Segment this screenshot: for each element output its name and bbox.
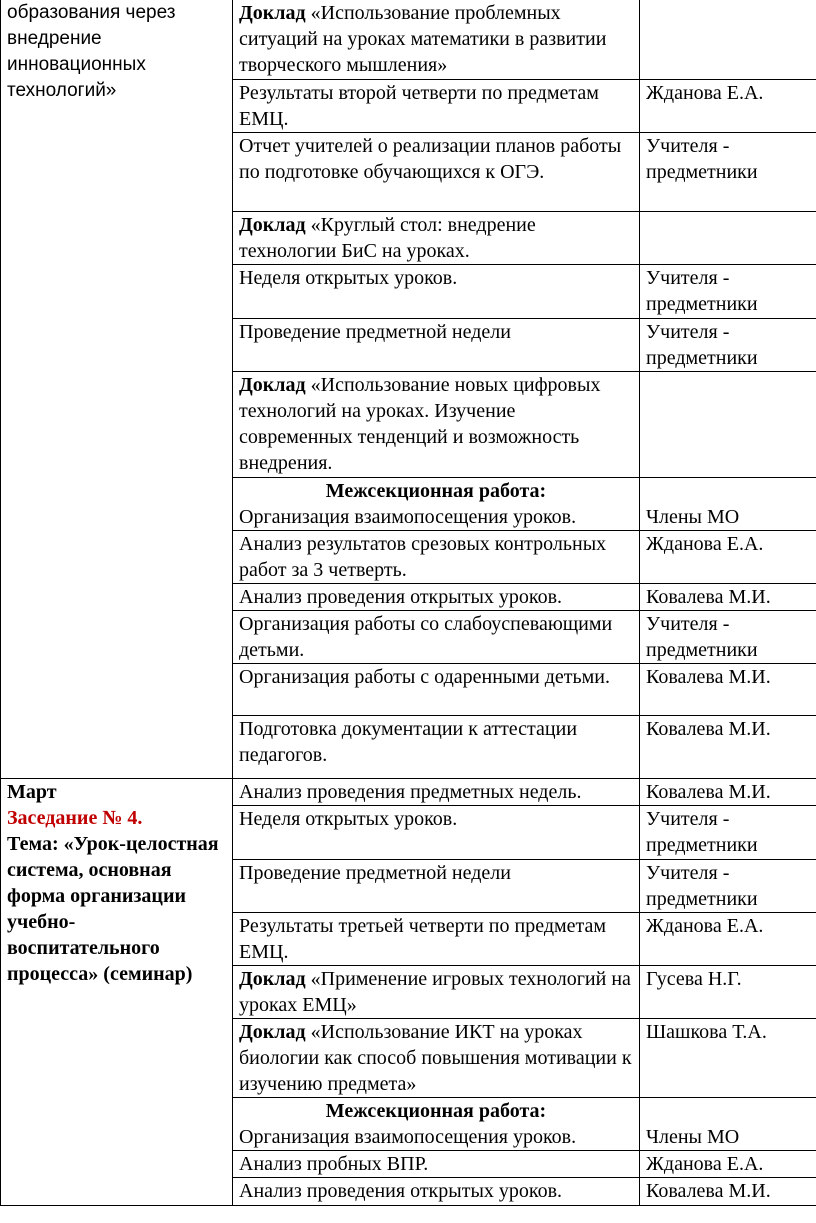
activity-cell <box>233 478 640 531</box>
report-label: Доклад <box>239 968 306 990</box>
activity-text: Анализ результатов срезовых контрольных работ за 3 четверть. <box>239 533 607 581</box>
activity-text: Подготовка документации к аттестации педагогов. <box>239 718 578 766</box>
activity-cell <box>233 319 640 372</box>
responsible-text: Жданова Е.А. <box>646 915 764 937</box>
responsible-cell <box>640 478 816 531</box>
activity-text: Проведение предметной недели <box>239 862 511 884</box>
activity-cell <box>233 779 640 806</box>
activity-cell <box>233 806 640 860</box>
responsible-cell <box>640 860 816 913</box>
activity-text: Организация работы со слабоуспевающими детьми. <box>239 613 613 661</box>
responsible-cell <box>640 913 816 966</box>
responsible-text: Ковалева М.И. <box>646 1180 771 1202</box>
responsible-cell <box>640 1019 816 1098</box>
activity-cell <box>233 913 640 966</box>
section-heading: Межсекционная работа: <box>325 1100 547 1122</box>
responsible-cell <box>640 0 816 80</box>
responsible-cell <box>640 779 816 806</box>
activity-cell <box>233 860 640 913</box>
activity-cell <box>233 1151 640 1178</box>
responsible-text: Учителя - предметники <box>646 808 758 856</box>
activity-cell <box>233 265 640 319</box>
activity-cell <box>233 212 640 265</box>
responsible-text: Члены МО <box>646 1126 740 1148</box>
responsible-text: Ковалева М.И. <box>646 781 771 803</box>
responsible-cell <box>640 584 816 611</box>
responsible-cell <box>640 265 816 319</box>
responsible-text: Шашкова Т.А. <box>646 1021 767 1043</box>
activity-cell <box>233 611 640 664</box>
theme-suffix: (семинар) <box>98 963 193 985</box>
meeting-label: Заседание № 4. <box>7 807 143 829</box>
responsible-cell <box>640 319 816 372</box>
activity-text: Организация взаимопосещения уроков. <box>239 1126 577 1148</box>
activity-text: Неделя открытых уроков. <box>239 267 458 289</box>
activity-text: Результаты второй четверти по предметам ЕМЦ. <box>239 82 599 130</box>
responsible-text: Учителя - предметники <box>646 862 758 910</box>
activity-text: «Круглый стол: внедрение технологии БиС на уроках. <box>239 214 536 262</box>
responsible-cell <box>640 212 816 265</box>
activity-text: «Применение игровых технологий на уроках ЕМЦ» <box>239 968 631 1016</box>
responsible-cell <box>640 716 816 779</box>
responsible-cell <box>640 664 816 716</box>
responsible-cell <box>640 806 816 860</box>
responsible-text: Ковалева М.И. <box>646 666 771 688</box>
activity-cell <box>233 584 640 611</box>
activity-text: Анализ проведения предметных недель. <box>239 781 582 803</box>
theme-text <box>7 831 226 987</box>
activity-text: «Использование ИКТ на уроках биологии как способ повышения мотивации к изучению предмета» <box>239 1021 632 1095</box>
activity-text: Результаты третьей четверти по предметам ЕМЦ. <box>239 915 607 963</box>
topic-text: образования через внедрение инновационных технологий» <box>7 2 176 101</box>
responsible-cell <box>640 80 816 133</box>
report-label: Доклад <box>239 374 306 396</box>
activity-text: Отчет учителей о реализации планов работы по подготовке обучающихся к ОГЭ. <box>239 135 622 183</box>
activity-cell <box>233 664 640 716</box>
responsible-text: Ковалева М.И. <box>646 586 771 608</box>
activity-cell <box>233 80 640 133</box>
activity-text: «Использование проблемных ситуаций на уроках математики в развитии творческого мышления» <box>239 2 607 76</box>
section-heading: Межсекционная работа: <box>325 480 547 502</box>
responsible-text: Жданова Е.А. <box>646 1153 764 1175</box>
responsible-text: Гусева Н.Г. <box>646 968 742 990</box>
responsible-cell <box>640 966 816 1019</box>
activity-cell <box>233 372 640 478</box>
responsible-text: Учителя - предметники <box>646 135 758 183</box>
activity-text: Анализ проведения открытых уроков. <box>239 1180 563 1202</box>
responsible-cell <box>640 133 816 212</box>
topic-cell <box>1 0 233 779</box>
activity-cell <box>233 1098 640 1151</box>
report-label: Доклад <box>239 1021 306 1043</box>
responsible-text: Члены МО <box>646 506 740 528</box>
responsible-text: Учителя - предметники <box>646 613 758 661</box>
activity-text: «Использование новых цифровых технологий на уроках. Изучение современных тенденций и возможность внедрения. <box>239 374 601 474</box>
month-label: Март <box>7 781 57 803</box>
responsible-cell <box>640 1178 816 1206</box>
responsible-text: Жданова Е.А. <box>646 82 764 104</box>
activity-text: Организация работы с одаренными детьми. <box>239 666 610 688</box>
activity-text: Неделя открытых уроков. <box>239 808 458 830</box>
theme-title: Тема: «Урок-целостная система, основная форма организации учебно-воспитательного процесса» <box>7 833 219 985</box>
activity-text: Проведение предметной недели <box>239 321 511 343</box>
activity-cell <box>233 0 640 80</box>
activity-cell <box>233 133 640 212</box>
report-label: Доклад <box>239 2 306 24</box>
responsible-text: Учителя - предметники <box>646 267 758 315</box>
activity-cell <box>233 1178 640 1206</box>
activity-text: Анализ пробных ВПР. <box>239 1153 429 1175</box>
responsible-text: Ковалева М.И. <box>646 718 771 740</box>
responsible-cell <box>640 1151 816 1178</box>
table-row <box>1 779 816 806</box>
activity-cell <box>233 966 640 1019</box>
activity-cell <box>233 716 640 779</box>
responsible-text: Жданова Е.А. <box>646 533 764 555</box>
responsible-cell <box>640 611 816 664</box>
report-label: Доклад <box>239 214 306 236</box>
responsible-cell <box>640 531 816 584</box>
responsible-text: Учителя - предметники <box>646 321 758 369</box>
activity-cell <box>233 531 640 584</box>
table-row <box>1 0 816 80</box>
activity-text: Анализ проведения открытых уроков. <box>239 586 563 608</box>
activity-text: Организация взаимопосещения уроков. <box>239 506 577 528</box>
activity-cell <box>233 1019 640 1098</box>
responsible-cell <box>640 1098 816 1151</box>
responsible-cell <box>640 372 816 478</box>
topic-cell <box>1 779 233 1206</box>
